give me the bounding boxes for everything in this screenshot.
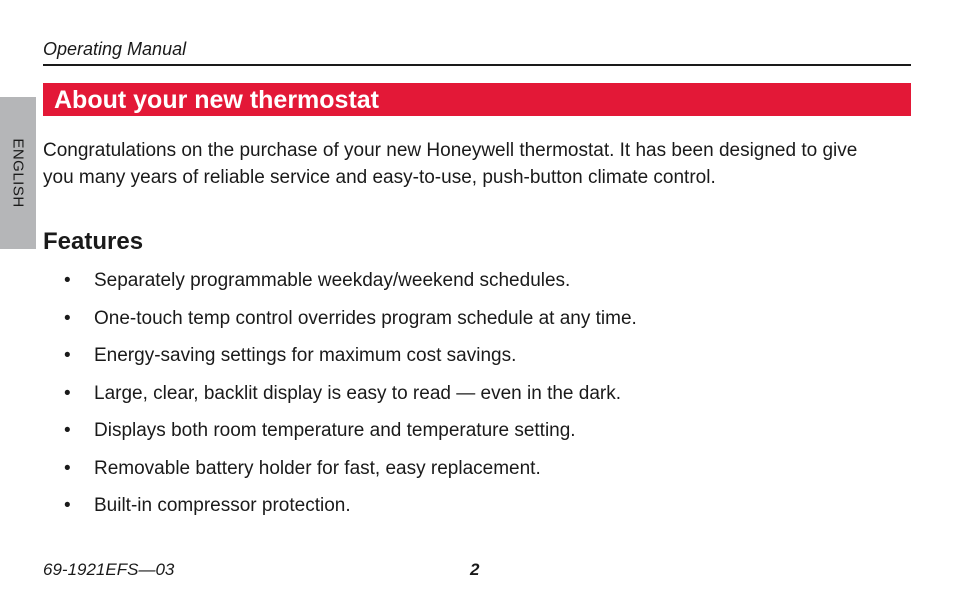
bullet-icon: • bbox=[64, 457, 71, 479]
feature-text: Removable battery holder for fast, easy replacement. bbox=[94, 457, 541, 479]
section-title-bar bbox=[43, 83, 911, 116]
bullet-icon: • bbox=[64, 345, 71, 366]
feature-text: Separately programmable weekday/weekend schedules. bbox=[94, 270, 571, 291]
language-tab-label: ENGLISH bbox=[9, 138, 27, 208]
feature-text: One-touch temp control overrides program schedule at any time. bbox=[94, 307, 637, 329]
bullet-icon: • bbox=[64, 270, 71, 291]
bullet-icon: • bbox=[64, 307, 71, 329]
feature-text: Energy-saving settings for maximum cost savings. bbox=[94, 345, 517, 366]
bullet-icon: • bbox=[64, 420, 71, 441]
bullet-icon: • bbox=[64, 495, 71, 516]
document-code: 69-1921EFS—03 bbox=[43, 560, 175, 579]
intro-paragraph: Congratulations on the purchase of your new Honeywell thermostat. It has been designed to give you many years of reliable service and easy-to-use, push-button climate control. bbox=[43, 140, 858, 188]
language-tab bbox=[0, 97, 36, 249]
feature-text: Displays both room temperature and temperature setting. bbox=[94, 420, 576, 441]
feature-text: Built-in compressor protection. bbox=[94, 495, 351, 516]
bullet-icon: • bbox=[64, 382, 71, 404]
header-rule bbox=[43, 64, 911, 66]
section-title: About your new thermostat bbox=[54, 86, 380, 114]
running-header-title: Operating Manual bbox=[43, 39, 187, 59]
page-number: 2 bbox=[470, 560, 480, 579]
feature-text: Large, clear, backlit display is easy to read — even in the dark. bbox=[94, 382, 621, 404]
features-heading: Features bbox=[43, 228, 144, 255]
